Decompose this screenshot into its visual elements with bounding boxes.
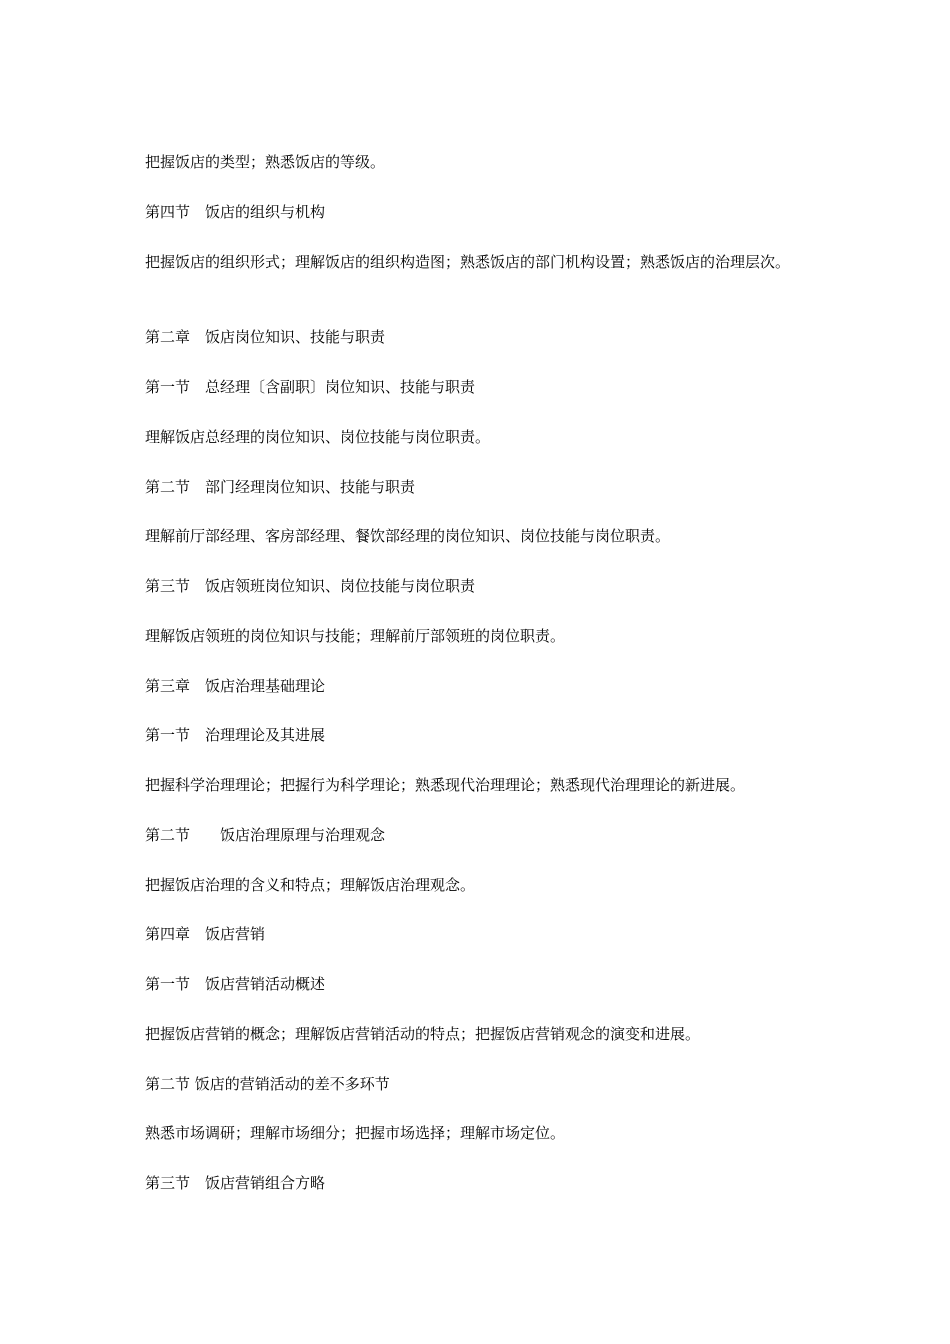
paragraph: 理解前厅部经理、客房部经理、餐饮部经理的岗位知识、岗位技能与岗位职责。 [145,527,671,545]
chapter-heading: 第四章 饭店营销 [145,925,266,943]
section-heading: 第三节 饭店领班岗位知识、岗位技能与岗位职责 [145,577,476,595]
section-heading: 第二节 饭店的营销活动的差不多环节 [145,1075,390,1093]
paragraph: 熟悉市场调研；理解市场细分；把握市场选择；理解市场定位。 [145,1124,566,1142]
section-heading: 第四节 饭店的组织与机构 [145,203,326,221]
paragraph: 理解饭店总经理的岗位知识、岗位技能与岗位职责。 [145,428,491,446]
section-heading: 第一节 总经理〔含副职〕岗位知识、技能与职责 [145,378,476,396]
section-heading: 第二节 部门经理岗位知识、技能与职责 [145,478,416,496]
paragraph: 把握饭店的组织形式；理解饭店的组织构造图；熟悉饭店的部门机构设置；熟悉饭店的治理层次。 [145,253,791,271]
paragraph: 把握饭店的类型；熟悉饭店的等级。 [145,153,386,171]
section-heading: 第一节 治理理论及其进展 [145,726,326,744]
section-heading: 第一节 饭店营销活动概述 [145,975,326,993]
section-heading: 第二节 饭店治理原理与治理观念 [145,826,386,844]
paragraph: 把握饭店治理的含义和特点；理解饭店治理观念。 [145,876,476,894]
paragraph: 把握科学治理理论；把握行为科学理论；熟悉现代治理理论；熟悉现代治理理论的新进展。 [145,776,746,794]
section-heading: 第三节 饭店营销组合方略 [145,1174,326,1192]
chapter-heading: 第二章 饭店岗位知识、技能与职责 [145,328,386,346]
paragraph: 把握饭店营销的概念；理解饭店营销活动的特点；把握饭店营销观念的演变和进展。 [145,1025,701,1043]
paragraph: 理解饭店领班的岗位知识与技能；理解前厅部领班的岗位职责。 [145,627,566,645]
chapter-heading: 第三章 饭店治理基础理论 [145,677,326,695]
